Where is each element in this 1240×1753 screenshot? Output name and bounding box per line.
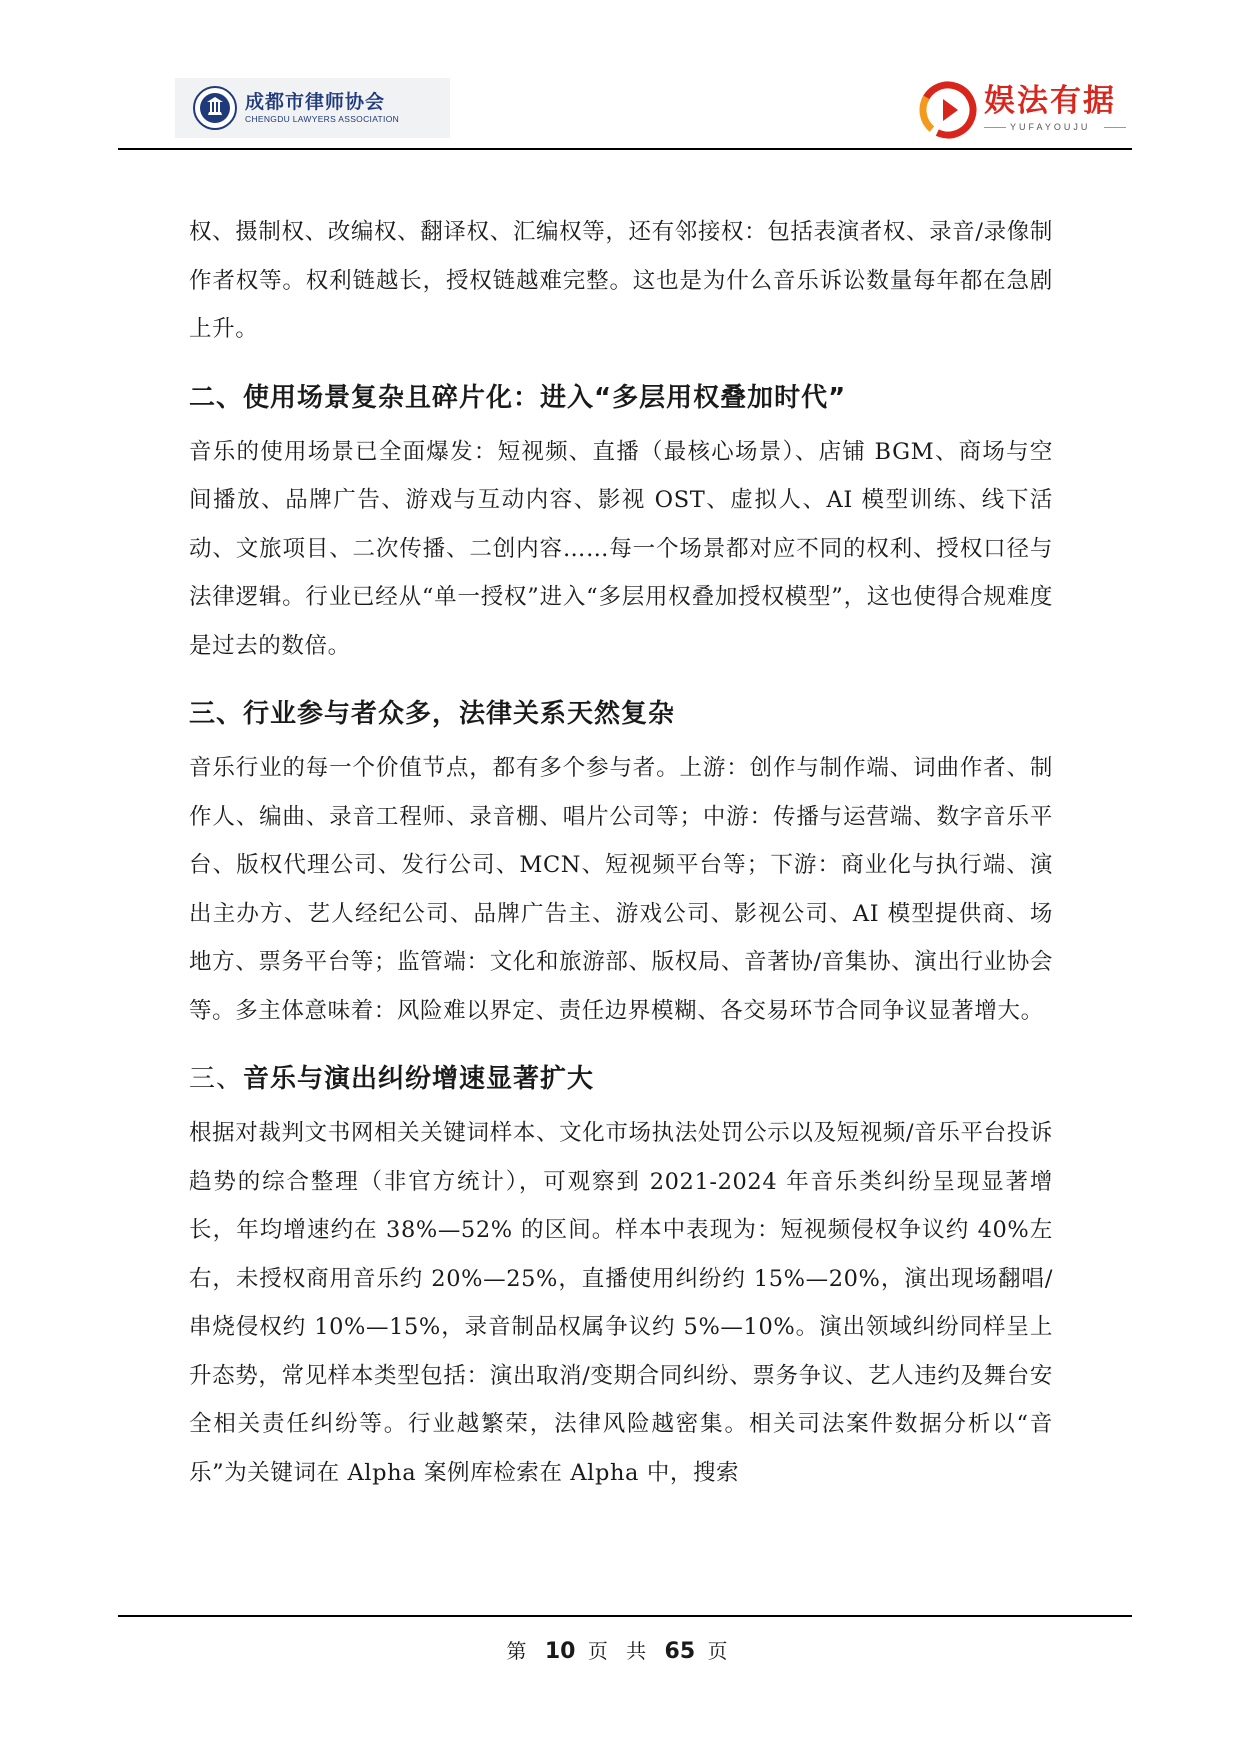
footer-middle: 页 共 — [587, 1639, 653, 1663]
brand-name-cn: 娱法有据 — [984, 83, 1116, 119]
brand-name-en: YUFAYOUJU — [1010, 122, 1091, 132]
brand-divider-right — [1104, 127, 1126, 128]
current-page-number: 10 — [544, 1639, 576, 1664]
association-name-en: CHENGDU LAWYERS ASSOCIATION — [245, 114, 400, 124]
association-seal-icon — [193, 86, 237, 130]
section-heading-number: 三、 — [189, 1064, 244, 1094]
body-paragraph: 音乐行业的每一个价值节点，都有多个参与者。上游：创作与制作端、词曲作者、制作人、编曲、录音工程师、录音棚、唱片公司等；中游：传播与运营端、数字音乐平台、版权代理公司、发行公司、MCN、短视频平台等；下游：商业化与执行端、演出主办方、艺人经纪公司、品牌广告主、游戏公司、影视公司、AI 模型提供商、场地方、票务平台等；监管端：文化和旅游部、版权局、音著协/音集协、演出行业协会等。多主体意味着：风险难以界定、责任边界模糊、各交易环节合同争议显著增大。 — [189, 755, 1053, 1024]
yufayouju-brand-logo — [918, 80, 1138, 142]
lawyers-association-logo — [175, 78, 450, 138]
section-heading: 三、行业参与者众多，法律关系天然复杂 — [189, 699, 676, 729]
page-footer — [0, 1635, 1240, 1664]
header-rule — [118, 148, 1132, 150]
footer-rule — [118, 1615, 1132, 1617]
page-header — [0, 0, 1240, 150]
footer-suffix: 页 — [707, 1639, 734, 1663]
body-paragraph: 根据对裁判文书网相关关键词样本、文化市场执法处罚公示以及短视频/音乐平台投诉趋势的综合整理（非官方统计），可观察到 2021-2024 年音乐类纠纷呈现显著增长，年均增速约在 38%—52% 的区间。样本中表现为：短视频侵权争议约 40%左右，未授权商用音乐约 20%—25%，直播使用纠纷约 15%—20%，演出现场翻唱/串烧侵权约 10%—15%，录音制品权属争议约 5%—10%。演出领域纠纷同样呈上升态势，常见样本类型包括：演出取消/变期合同纠纷、票务争议、艺人违约及舞台安全相关责任纠纷等。行业越繁荣，法律风险越密集。相关司法案件数据分析以“音乐”为关键词在 Alpha 案例库检索在 Alpha 中，搜索 — [189, 1120, 1053, 1486]
body-paragraph: 音乐的使用场景已全面爆发：短视频、直播（最核心场景）、店铺 BGM、商场与空间播放、品牌广告、游戏与互动内容、影视 OST、虚拟人、AI 模型训练、线下活动、文旅项目、二次传播、二创内容……每一个场景都对应不同的权利、授权口径与法律逻辑。行业已经从“单一授权”进入“多层用权叠加授权模型”，这也使得合规难度是过去的数倍。 — [189, 438, 1053, 659]
section-heading — [189, 1059, 1053, 1099]
body-paragraph: 权、摄制权、改编权、翻译权、汇编权等，还有邻接权：包括表演者权、录音/录像制作者权等。权利链越长，授权链越难完整。这也是为什么音乐诉讼数量每年都在急剧上升。 — [189, 219, 1053, 342]
total-page-count: 65 — [664, 1639, 696, 1664]
page-content — [189, 208, 1053, 1497]
brand-divider-left — [984, 127, 1006, 128]
play-button-logo-icon — [918, 80, 978, 140]
section-heading: 二、使用场景复杂且碎片化：进入“多层用权叠加时代” — [189, 382, 847, 413]
footer-prefix: 第 — [506, 1639, 533, 1663]
association-name-cn: 成都市律师协会 — [245, 91, 386, 113]
section-heading-text: 音乐与演出纠纷增速显著扩大 — [243, 1064, 595, 1094]
